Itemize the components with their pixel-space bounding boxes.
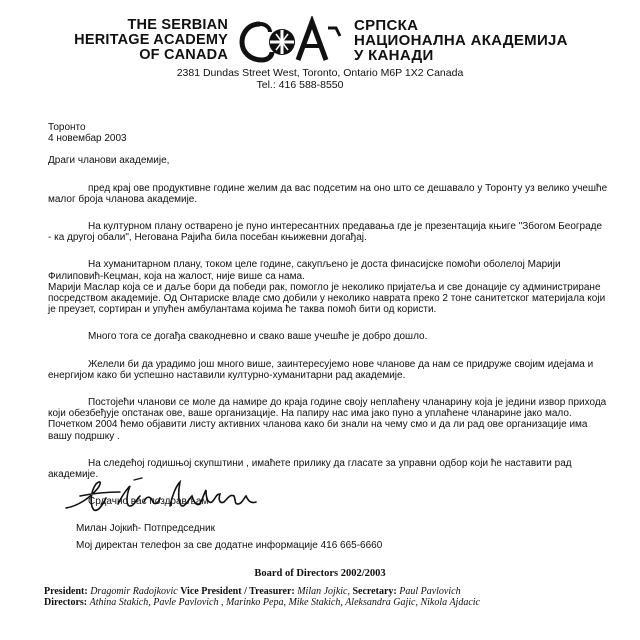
letter-salutation: Драги чланови академије, <box>48 155 170 167</box>
letterhead-english <box>60 18 228 63</box>
letterhead-cy-line1: СРПСКА <box>354 17 419 34</box>
letter-paragraph-8: На следећој годишњој скупштини , имаћете прилику да гласате за управни одбор који ће наставити рад академије. <box>48 457 572 481</box>
letter-paragraph-1: пред крај ове продуктивне године желим да вас подсетим на оно што се дешавало у Торонту уз велико учешће малог броја чланова академије. <box>48 182 608 205</box>
letterhead-address-block <box>0 67 640 91</box>
letter-paragraph-3: На хуманитарном плану, током целе године, сакупљено је доста финасијске помоћи оболелој Марији Филиповић-Кецман, која на жалост, није више са нама. <box>48 259 561 282</box>
secretary-name: Paul Pavlovich <box>399 586 461 597</box>
vice-president-name: Milan Jojkic, <box>297 586 350 597</box>
letter-paragraph-4: Марији Маслар која се и даље бори да победи рак, помогло је неколико пријатеља и све донације су администриране посредством академије. Од Онтариске владе смо добили у неколико навратa преко 2 тоне санитетског материјала који је преузет, сортиран и упућен амбулантама којима ће таква помоћ бити од користи. <box>48 281 606 316</box>
letter-body <box>48 122 608 507</box>
board-title: Board of Directors 2002/2003 <box>254 568 386 579</box>
board-directors-line <box>44 597 624 608</box>
contact-line: Мој директан телефон за све додатне информације 416 665-6660 <box>76 540 383 551</box>
handwritten-signature <box>60 476 280 516</box>
letterhead-en-line1: THE SERBIAN <box>127 17 228 33</box>
letterhead-cy-line2: НАЦИОНАЛНА АКАДЕМИЈА <box>354 32 568 49</box>
letter-paragraph-2: На културном плану остварено је пуно интересантних предавања где је презентација књиге "Збогом Београде - ка другој обали", Негована Рајића била посебан књижевни догађај. <box>48 221 603 244</box>
board-officers-line <box>44 586 624 597</box>
president-label: President: <box>44 586 88 597</box>
vice-president-label: Vice President / Treasurer: <box>180 586 295 597</box>
letter-paragraph-7: Постојећи чланови се моле да намире до краја године своју неплаћену чланарину која је једини извор прихода који обезбеђује опстанак ове, ваше организације. На папиру нас има јако пуно а уплаћене чланарине јако мало. Почетком 2004 ћемо објавити листу активних чланова како би знали на чему смо и да ли рад ове организације има вашу подршку . <box>48 397 607 442</box>
letterhead-en-line2: HERITAGE ACADEMY <box>74 32 228 48</box>
letterhead-address: 2381 Dundas Street West, Toronto, Ontario M6P 1X2 Canada <box>176 67 464 79</box>
letterhead-telephone: Tel.: 416 588-8550 <box>256 79 344 91</box>
letterhead-en-line3: OF CANADA <box>139 47 228 63</box>
letter-place: Торонто <box>48 122 86 133</box>
academy-logo-icon <box>236 16 346 66</box>
letter-closing: Срдачно вас поздрављам <box>88 496 209 508</box>
signature-block <box>76 520 382 554</box>
signer-name: Милан Јојкић- Потпредседник <box>76 523 215 534</box>
letter-paragraph-6: Желели би да урадимо још много више, заинтересујемо нове чланове да нам се придруже својим идејама и енергијом како би успешно наставили културно-хуманитарни рад академије. <box>48 358 594 381</box>
letterhead-cyrillic <box>354 18 614 63</box>
board-list <box>44 586 624 608</box>
directors-names: Athina Stakich, Pavle Pavlovich , Marinko Pepa, Mike Stakich, Aleksandra Gajic, Nikola Ajdacic <box>89 597 480 608</box>
letterhead-cy-line3: У КАНАДИ <box>354 47 434 64</box>
directors-label: Directors: <box>44 597 88 608</box>
letter-paragraph-5: Много тога се догађа свакодневно и свако ваше учешће је добро дошло. <box>88 331 428 343</box>
secretary-label: Secretary: <box>352 586 397 597</box>
president-name: Dragomir Radojkovic <box>90 586 178 597</box>
letter-date: 4 новембар 2003 <box>48 133 127 145</box>
